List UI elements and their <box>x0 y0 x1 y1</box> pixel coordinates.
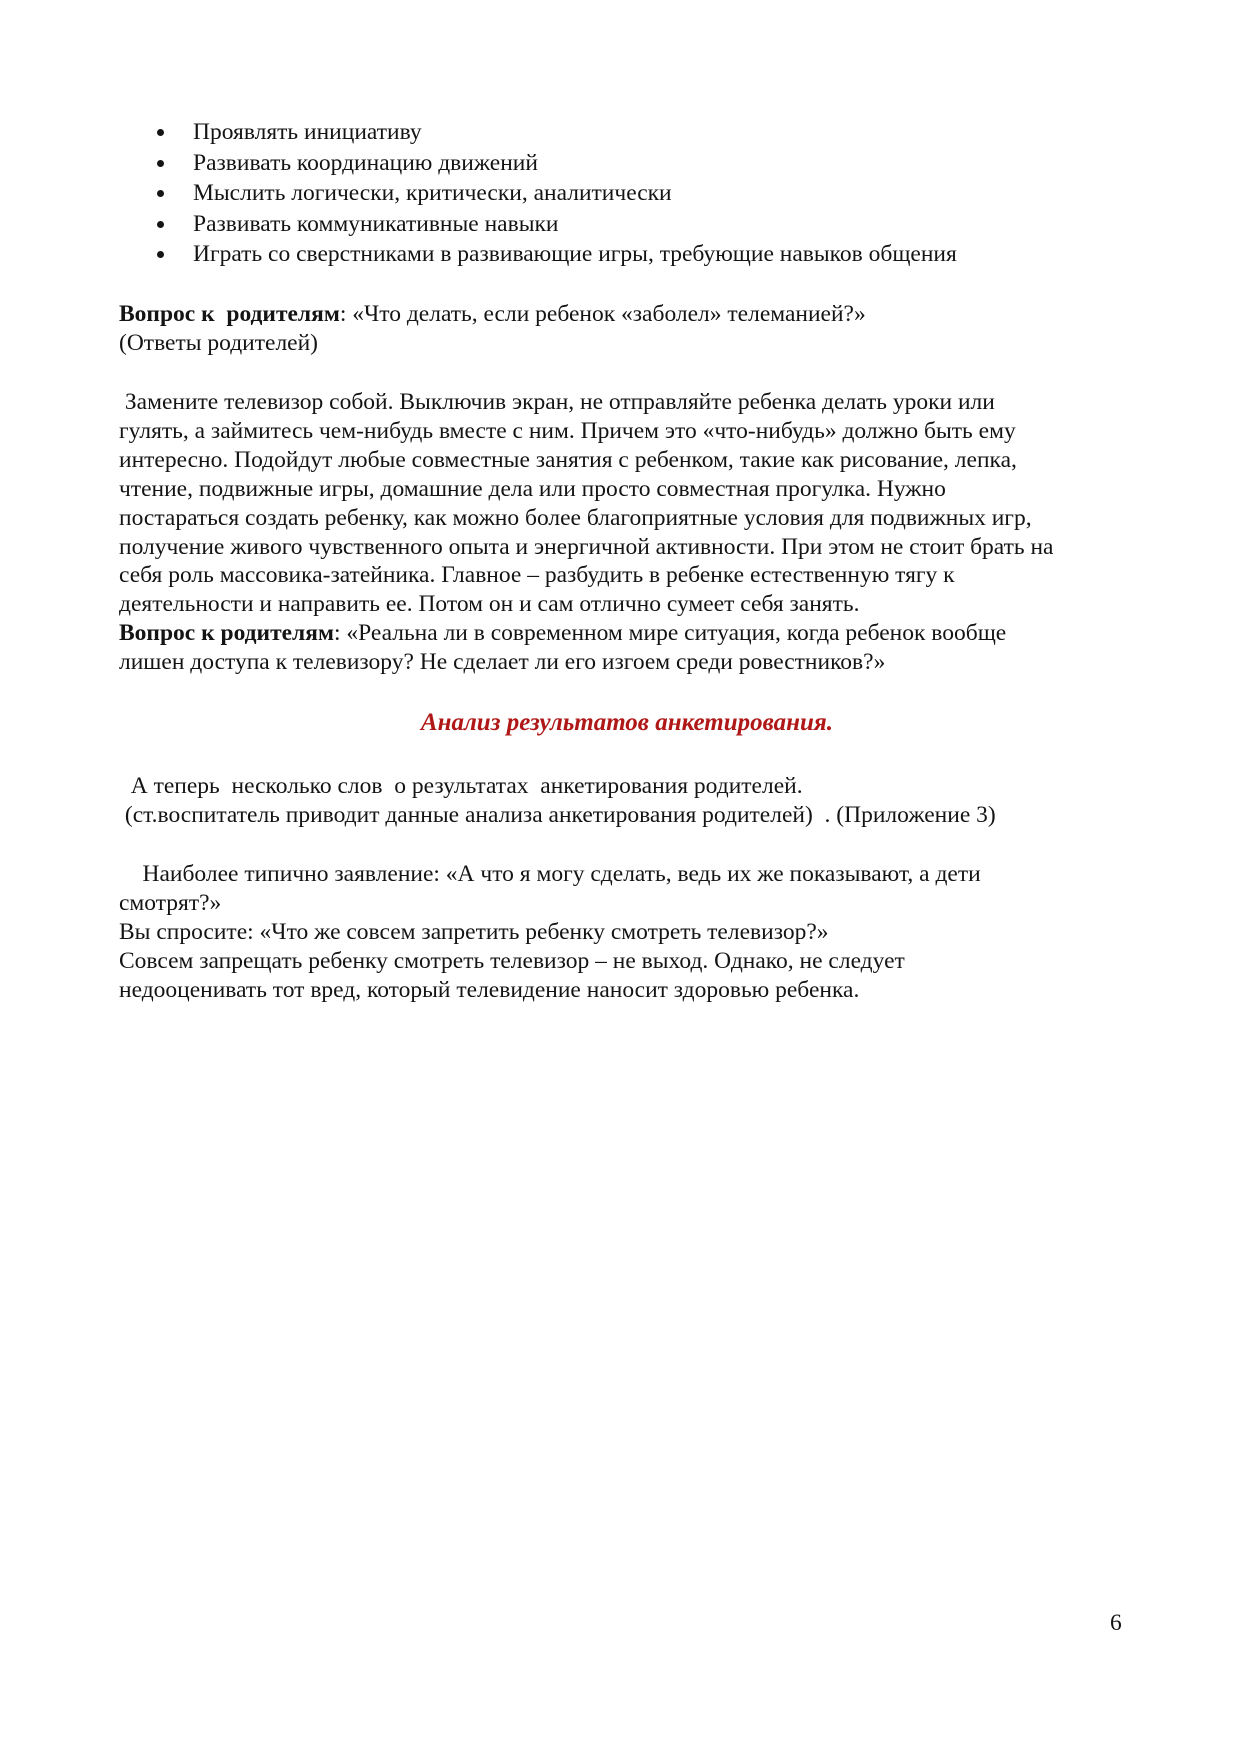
paragraph-line: смотрят?» <box>119 889 222 916</box>
paragraph-line: постараться создать ребенку, как можно более благоприятные условия для подвижных игр, <box>119 504 1032 531</box>
list-item <box>150 117 957 148</box>
advice-paragraph <box>119 388 1053 677</box>
paragraph-line: себя роль массовика-затейника. Главное – разбудить в ребенке естественную тягу к <box>119 562 955 589</box>
analysis-paragraph <box>119 772 996 830</box>
list-item <box>150 239 957 270</box>
list-item <box>150 178 957 209</box>
paragraph-line: Вы спросите: «Что же совсем запретить ребенку смотреть телевизор?» <box>119 918 829 945</box>
section-heading: Анализ результатов анкетирования. <box>420 709 834 736</box>
page-number: 6 <box>1110 1610 1122 1636</box>
list-item-text: Играть со сверстниками в развивающие игры, требующие навыков общения <box>193 241 957 268</box>
paragraph-line: деятельности и направить ее. Потом он и сам отлично сумеет себя занять. <box>119 591 860 618</box>
paragraph-line: А теперь несколько слов о результатах анкетирования родителей. <box>119 773 803 799</box>
bullet-icon <box>157 129 164 136</box>
question-line <box>119 619 1053 648</box>
paragraph-line: недооценивать тот вред, который телевидение наносит здоровью ребенка. <box>119 976 860 1003</box>
bullet-icon <box>157 190 164 197</box>
bullet-icon <box>157 160 164 167</box>
list-item-text: Развивать координацию движений <box>193 149 538 176</box>
question-label: Вопрос к родителям <box>119 620 334 647</box>
question-line <box>119 300 866 329</box>
list-item-text: Мыслить логически, критически, аналитически <box>193 180 672 207</box>
list-item-text: Проявлять инициативу <box>193 119 422 145</box>
skills-bullet-list <box>150 117 957 270</box>
question-text: : «Реальна ли в современном мире ситуация, когда ребенок вообще <box>333 620 1007 647</box>
list-item-text: Развивать коммуникативные навыки <box>193 210 559 237</box>
list-item <box>150 209 957 240</box>
closing-paragraph <box>119 860 981 1005</box>
paragraph-line: интересно. Подойдут любые совместные занятия с ребенком, такие как рисование, лепка, <box>119 446 1017 473</box>
bullet-icon <box>157 221 164 228</box>
list-item <box>150 148 957 179</box>
paragraph-line: Наиболее типично заявление: «А что я могу сделать, ведь их же показывают, а дети <box>119 861 981 887</box>
paragraph-line: Совсем запрещать ребенку смотреть телевизор – не выход. Однако, не следует <box>119 947 905 974</box>
paragraph-line: чтение, подвижные игры, домашние дела или просто совместная прогулка. Нужно <box>119 475 946 502</box>
paragraph-line: Замените телевизор собой. Выключив экран, не отправляйте ребенка делать уроки или <box>119 389 995 415</box>
bullet-icon <box>157 251 164 258</box>
paragraph-line: (ст.воспитатель приводит данные анализа анкетирования родителей) . (Приложение 3) <box>119 801 996 828</box>
question-text-continued: лишен доступа к телевизору? Не сделает ли его изгоем среди ровестников?» <box>119 649 886 676</box>
answers-note: (Ответы родителей) <box>119 329 319 356</box>
paragraph-line: гулять, а займитесь чем-нибудь вместе с ним. Причем это «что-нибудь» должно быть ему <box>119 417 1016 444</box>
question-text: : «Что делать, если ребенок «заболел» телеманией?» <box>339 301 866 327</box>
question-label: Вопрос к родителям <box>119 301 340 327</box>
question-block-1 <box>119 300 866 358</box>
paragraph-line: получение живого чувственного опыта и энергичной активности. При этом не стоит брать на <box>119 533 1054 560</box>
